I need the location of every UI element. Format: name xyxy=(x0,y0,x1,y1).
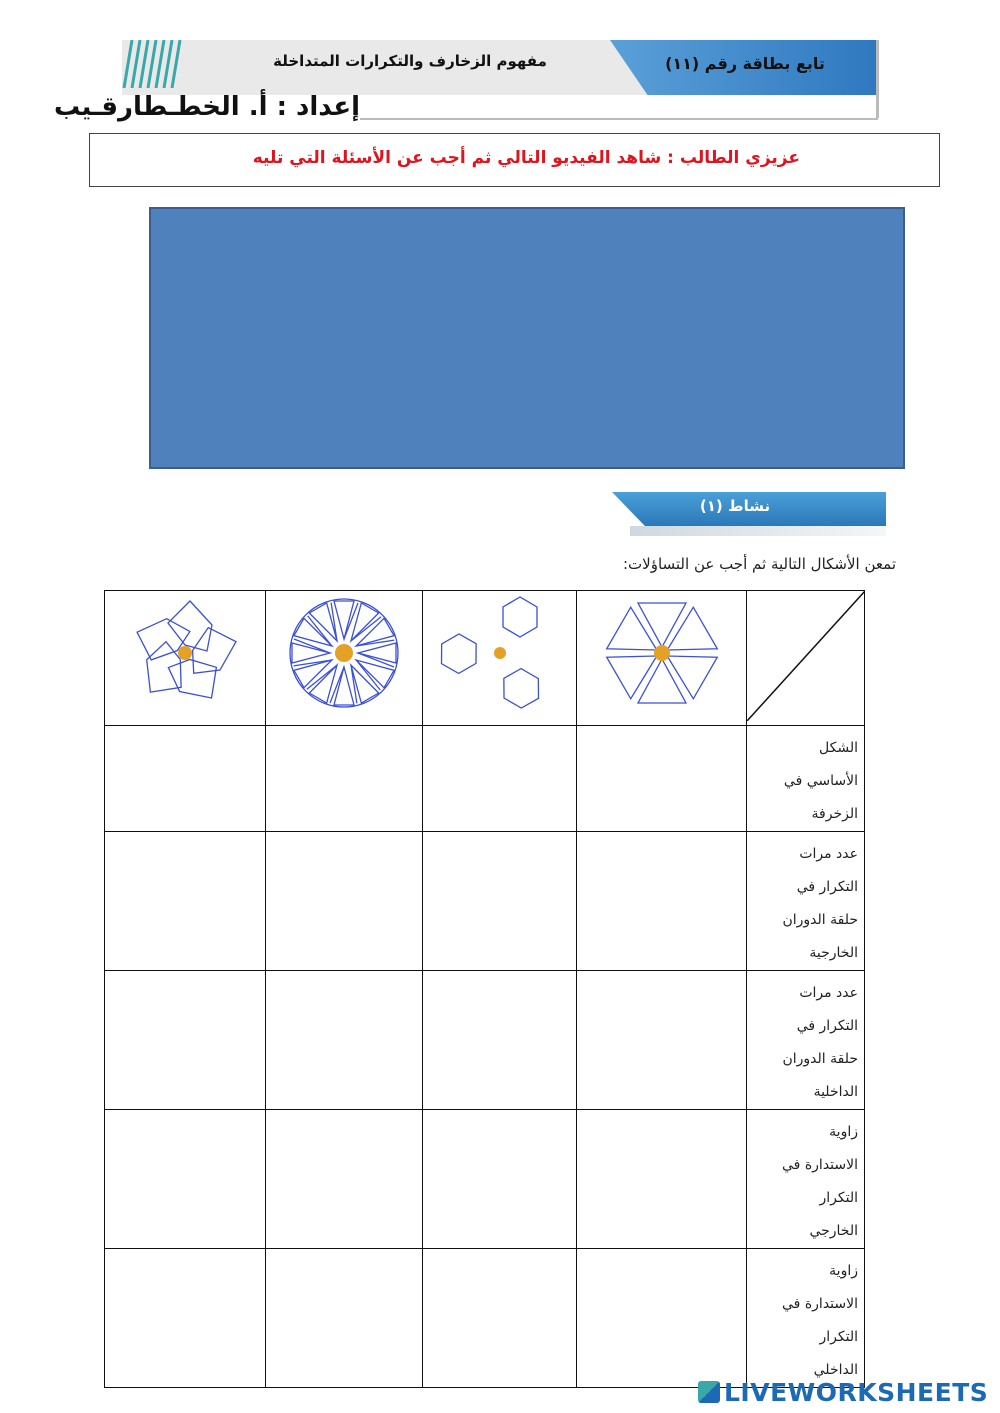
activity-tab-shadow xyxy=(630,526,886,536)
lesson-title: مفهوم الزخارف والتكرارات المتداخلة xyxy=(273,52,547,70)
pentagon-rosette-icon xyxy=(110,591,260,716)
triangle-rosette-icon xyxy=(587,591,737,716)
diagonal-line xyxy=(747,591,865,721)
stripes-decoration xyxy=(122,40,184,88)
row-label xyxy=(747,1249,865,1388)
answer-cell[interactable] xyxy=(423,1249,577,1388)
row-label-line: حلقة الدوران xyxy=(782,912,858,928)
row-label-line: الزخرفة xyxy=(811,806,858,822)
row-label-line: التكرار xyxy=(819,1329,858,1345)
liveworksheets-logo xyxy=(698,1378,994,1408)
card-number: تابع بطاقة رقم (١١) xyxy=(665,54,825,73)
row-label-line: التكرار في xyxy=(796,1018,858,1034)
answer-cell[interactable] xyxy=(577,1110,747,1249)
answer-cell[interactable] xyxy=(105,1249,266,1388)
logo-text: LIVEWORKSHEETS xyxy=(724,1378,989,1407)
row-label-line: التكرار xyxy=(819,1190,858,1206)
row-label-line: عدد مرات xyxy=(799,985,858,1001)
shape-cell xyxy=(105,591,266,726)
shape-cell xyxy=(423,591,577,726)
table-row xyxy=(105,971,865,1110)
answer-cell[interactable] xyxy=(423,1110,577,1249)
answer-cell[interactable] xyxy=(105,726,266,832)
answer-cell[interactable] xyxy=(266,832,423,971)
row-label-line: الخارجية xyxy=(809,945,858,961)
video-placeholder[interactable] xyxy=(149,207,905,469)
table-row xyxy=(105,1249,865,1388)
answer-cell[interactable] xyxy=(423,832,577,971)
shape-cell xyxy=(266,591,423,726)
answer-cell[interactable] xyxy=(266,1249,423,1388)
answer-cell[interactable] xyxy=(266,726,423,832)
row-label-line: الداخلي xyxy=(813,1362,858,1378)
answer-cell[interactable] xyxy=(266,971,423,1110)
row-label-line: الخارجي xyxy=(809,1223,858,1239)
header-divider xyxy=(360,118,878,120)
table-row xyxy=(105,832,865,971)
hexagon-rosette-icon xyxy=(425,591,575,716)
row-label-line: الأساسي في xyxy=(783,773,858,789)
row-label-line: الاستدارة في xyxy=(782,1296,858,1312)
answer-cell[interactable] xyxy=(577,971,747,1110)
row-label xyxy=(747,726,865,832)
row-label xyxy=(747,1110,865,1249)
triangle-ring-icon xyxy=(269,591,419,716)
row-label xyxy=(747,971,865,1110)
answer-cell[interactable] xyxy=(266,1110,423,1249)
activity-label: نشاط (١) xyxy=(699,497,771,515)
row-label-line: الشكل xyxy=(819,740,858,756)
author-name: إعداد : أ. الخطـطارقـيب xyxy=(53,92,360,122)
answer-cell[interactable] xyxy=(577,832,747,971)
answer-cell[interactable] xyxy=(423,726,577,832)
row-label-line: حلقة الدوران xyxy=(782,1051,858,1067)
answer-cell[interactable] xyxy=(105,971,266,1110)
table-header-row xyxy=(105,591,865,726)
answer-cell[interactable] xyxy=(105,832,266,971)
table-row xyxy=(105,1110,865,1249)
row-label-line: الداخلية xyxy=(813,1084,858,1100)
row-label-line: التكرار في xyxy=(796,879,858,895)
row-label-line: زاوية xyxy=(829,1263,858,1279)
answer-cell[interactable] xyxy=(105,1110,266,1249)
header-edge xyxy=(876,40,879,118)
answer-cell[interactable] xyxy=(423,971,577,1110)
row-label-line: الاستدارة في xyxy=(782,1157,858,1173)
table-row xyxy=(105,726,865,832)
logo-mark-icon xyxy=(698,1381,720,1403)
answer-cell[interactable] xyxy=(577,1249,747,1388)
activity-table xyxy=(104,590,865,1388)
instruction-text: عزيزي الطالب : شاهد الفيديو التالي ثم أجب عن الأسئلة التي تليه xyxy=(252,148,800,168)
corner-cell xyxy=(747,591,865,726)
activity-prompt: تمعن الأشكال التالية ثم أجب عن التساؤلات: xyxy=(622,555,896,573)
row-label-line: عدد مرات xyxy=(799,846,858,862)
shape-cell xyxy=(577,591,747,726)
row-label-line: زاوية xyxy=(829,1124,858,1140)
answer-cell[interactable] xyxy=(577,726,747,832)
row-label xyxy=(747,832,865,971)
